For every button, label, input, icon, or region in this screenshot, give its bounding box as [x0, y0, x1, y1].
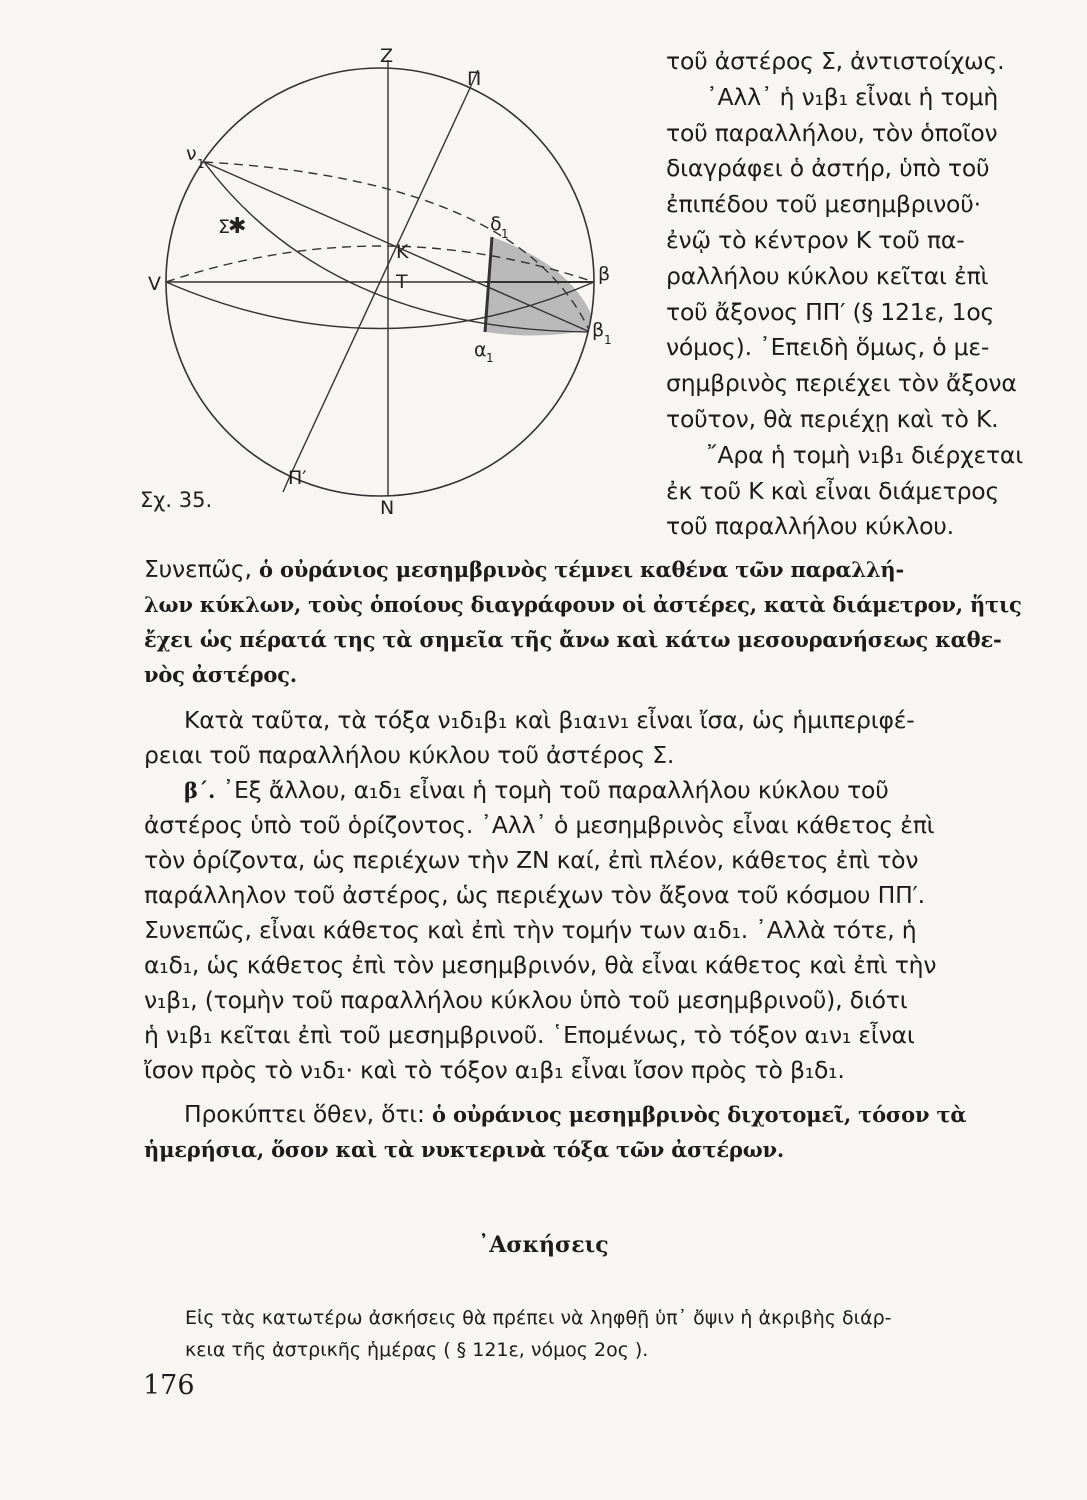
text-line: ἴσον πρὸς τὸ ν₁δ₁· καὶ τὸ τόξον α₁β₁ εἶναι ἴσον πρὸς τὸ β₁δ₁.	[144, 1056, 845, 1084]
star-icon: ✱	[228, 214, 247, 239]
label-nu1-sub: 1	[197, 157, 205, 171]
text-line	[144, 552, 1024, 587]
label-delta1-sub: 1	[501, 227, 509, 241]
figure-caption: Σχ. 35.	[140, 488, 213, 512]
figure-side-column	[666, 44, 1046, 545]
text-line: ἡμερήσια, ὅσον καὶ τὰ νυκτερινὰ τόξα τῶν ἀστέρων.	[144, 1137, 785, 1162]
text-line: ἡ ν₁β₁ κεῖται ἐπὶ τοῦ μεσημβρινοῦ. ῾Επομένως, τὸ τόξον α₁ν₁ εἶναι	[144, 1021, 915, 1049]
label-tau: T	[396, 271, 408, 293]
label-pole-south: Π′	[288, 467, 307, 489]
text-line: ν₁β₁, (τομὴν τοῦ παραλλήλου κύκλου ὑπὸ τοῦ μεσημβρινοῦ), διότι	[144, 986, 908, 1014]
text-run: Προκύπτει ὅθεν, ὅτι:	[184, 1100, 433, 1128]
exercises-heading: ᾿Ασκήσεις	[478, 1232, 609, 1258]
paragraph-arcs-equal	[144, 703, 1024, 773]
text-line: τοῦ παραλλήλου κύκλου.	[666, 512, 954, 541]
label-nu1: ν	[186, 143, 197, 165]
paragraph-conclusion-1	[144, 552, 1024, 692]
bold-run: ὁ οὐράνιος μεσημβρινὸς τέμνει καθένα τῶν παραλλή-	[259, 557, 904, 582]
section-marker: β΄.	[184, 778, 216, 803]
text-line: ῎Αρα ἡ τομὴ ν₁β₁ διέρχεται	[706, 440, 1023, 469]
label-zenith: Z	[380, 45, 394, 67]
text-line: λων κύκλων, τοὺς ὁποίους διαγράφουν οἱ ἀστέρες, κατὰ διάμετρον, ἥτις	[144, 592, 1022, 617]
text-line: παράλληλον τοῦ ἀστέρος, ὡς περιέχων τὸν ἄξονα τοῦ κόσμου ΠΠ′.	[144, 881, 925, 909]
label-delta1: δ	[490, 213, 502, 235]
paragraph-conclusion-2	[144, 1097, 1024, 1167]
label-beta1-sub: 1	[604, 333, 612, 347]
celestial-sphere-figure	[140, 40, 620, 520]
text-line: τοῦ ἄξονος ΠΠ′ (§ 121ε, 1ος	[666, 297, 995, 326]
exercises-intro	[185, 1302, 1035, 1366]
celestial-sphere-diagram	[140, 40, 620, 520]
text-line: ἐκ τοῦ Κ καὶ εἶναι διάμετρος	[666, 476, 1000, 505]
label-kappa: K	[396, 241, 409, 263]
text-line: ἐπιπέδου τοῦ μεσημβρινοῦ·	[666, 190, 981, 219]
text-line: τοῦ ἀστέρος Σ, ἀντιστοίχως.	[666, 47, 1005, 75]
text-line: νὸς ἀστέρος.	[144, 662, 297, 687]
text-line: ἀστέρος ὑπὸ τοῦ ὁρίζοντος. ᾿Αλλ᾽ ὁ μεσημβρινὸς εἶναι κάθετος ἐπὶ	[144, 811, 935, 839]
label-pole-north: Π	[467, 68, 482, 90]
label-west: V	[148, 273, 161, 295]
text-line: ἐνῷ τὸ κέντρον Κ τοῦ πα-	[666, 225, 965, 254]
text-line: κεια τῆς ἀστρικῆς ἡμέρας ( § 121ε, νόμος 2ος ).	[185, 1339, 649, 1361]
text-line: Κατὰ ταῦτα, τὰ τόξα ν₁δ₁β₁ καὶ β₁α₁ν₁ εἶναι ἴσα, ὡς ἡμιπεριφέ-	[184, 706, 915, 734]
text-line: ρειαι τοῦ παραλλήλου κύκλου τοῦ ἀστέρος Σ.	[144, 741, 675, 769]
text-line: διαγράφει ὁ ἀστήρ, ὑπὸ τοῦ	[666, 154, 990, 183]
label-alpha1-sub: 1	[486, 351, 494, 365]
shaded-arc-region	[485, 237, 592, 336]
text-line: νόμος). ᾿Επειδὴ ὅμως, ὁ με-	[666, 333, 990, 362]
text-line: τὸν ὁρίζοντα, ὡς περιέχων τὴν ΖΝ καί, ἐπὶ πλέον, κάθετος ἐπὶ τὸν	[144, 846, 919, 874]
text-line: Συνεπῶς, εἶναι κάθετος καὶ ἐπὶ τὴν τομήν των α₁δ₁. ᾿Αλλὰ τότε, ἡ	[144, 916, 917, 944]
text-line: ἔχει ὡς πέρατά της τὰ σημεῖα τῆς ἄνω καὶ κάτω μεσουρανήσεως καθε-	[144, 627, 1002, 652]
text-line: τοῦ παραλλήλου, τὸν ὁποῖον	[666, 118, 998, 147]
paragraph-beta	[144, 773, 1024, 1088]
text-line: ραλλήλου κύκλου κεῖται ἐπὶ	[666, 261, 989, 290]
label-nadir: N	[380, 497, 395, 519]
label-beta: β	[598, 263, 611, 285]
text-run: ᾿Εξ ἄλλου, α₁δ₁ εἶναι ἡ τομὴ τοῦ παραλλήλου κύκλου τοῦ	[215, 776, 889, 804]
text-line: σημβρινὸς περιέχει τὸν ἄξονα	[666, 369, 1017, 398]
label-sigma: Σ	[218, 216, 231, 238]
text-line: ᾿Αλλ᾽ ἡ ν₁β₁ εἶναι ἡ τομὴ	[706, 82, 999, 111]
text-line: Εἰς τὰς κατωτέρω ἀσκήσεις θὰ πρέπει νὰ ληφθῇ ὑπ᾽ ὄψιν ἡ ἀκριβὴς διάρ-	[185, 1307, 892, 1329]
text-run: Συνεπῶς,	[144, 555, 260, 583]
bold-run: ὁ οὐράνιος μεσημβρινὸς διχοτομεῖ, τόσον τὰ	[432, 1102, 967, 1127]
text-line: α₁δ₁, ὡς κάθετος ἐπὶ τὸν μεσημβρινόν, θὰ εἶναι κάθετος καὶ ἐπὶ τὴν	[144, 951, 937, 979]
label-alpha1: α	[474, 339, 487, 361]
page-number: 176	[143, 1370, 195, 1401]
text-line	[144, 1097, 1024, 1132]
text-line	[144, 773, 1024, 808]
text-line: τοῦτον, θὰ περιέχῃ καὶ τὸ Κ.	[666, 404, 999, 433]
label-beta1: β	[592, 319, 605, 341]
